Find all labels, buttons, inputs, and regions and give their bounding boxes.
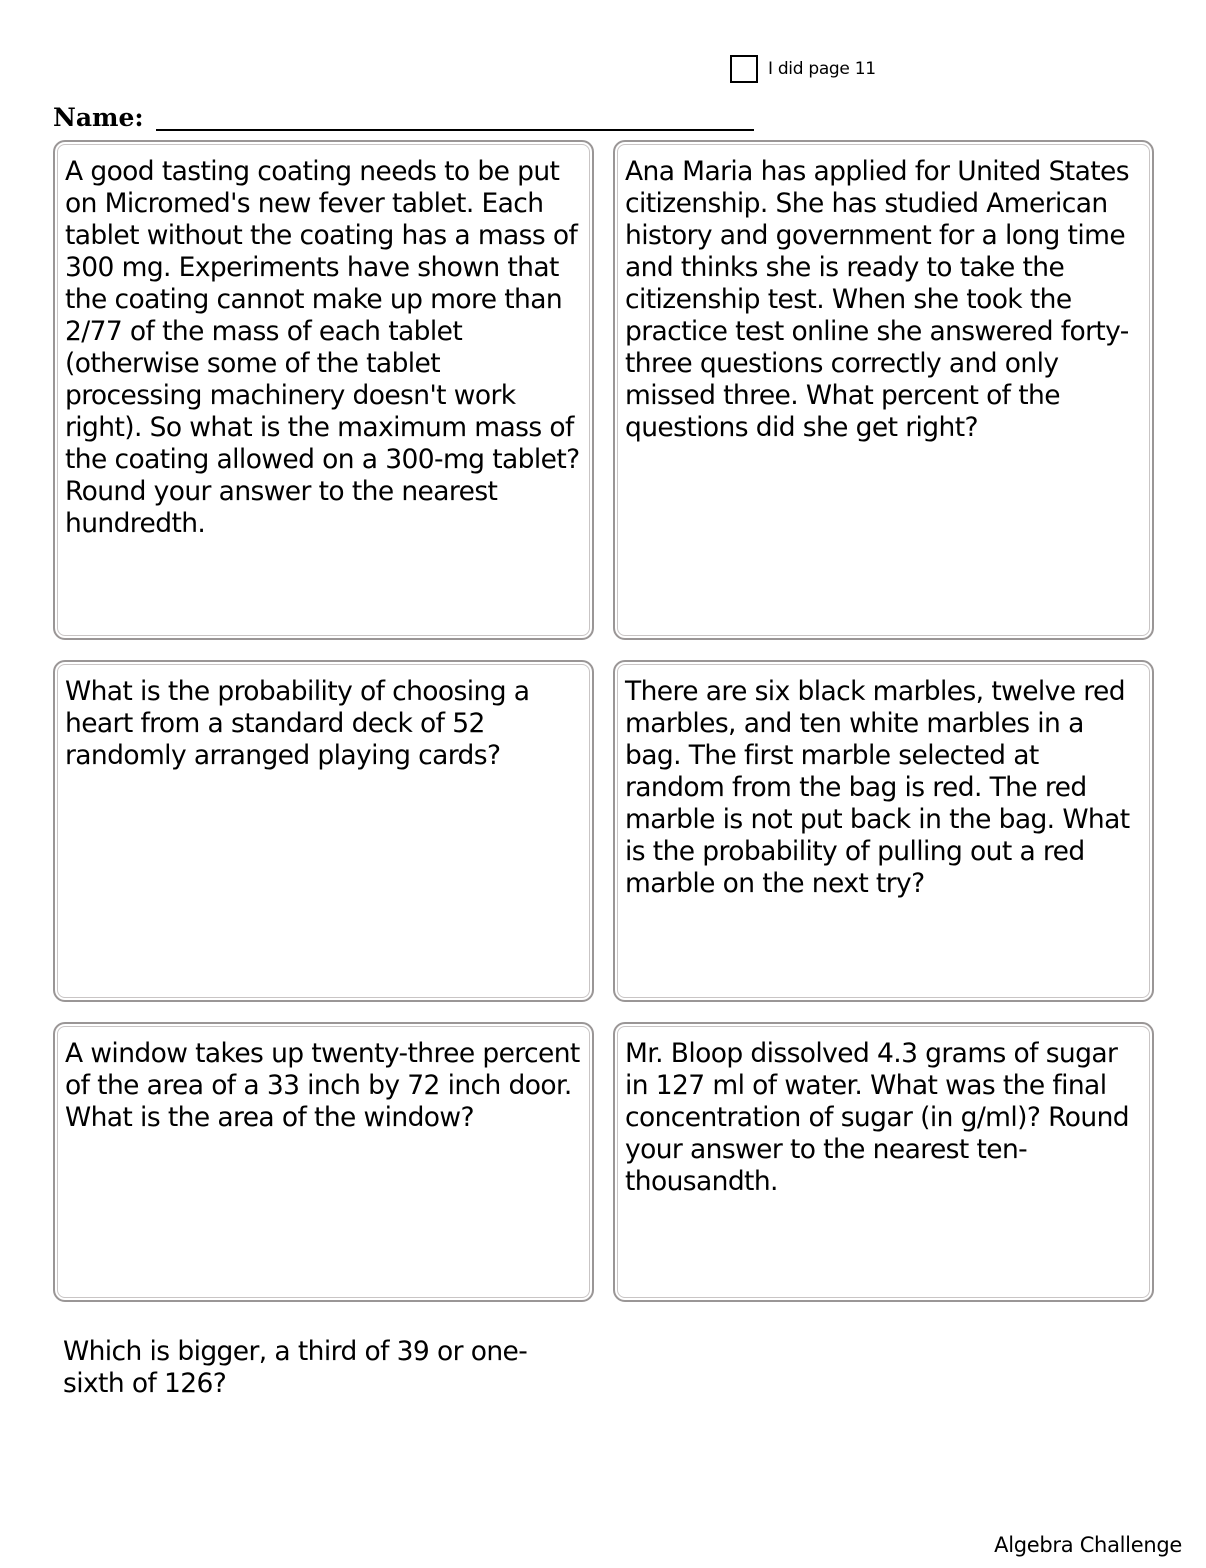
name-label: Name: bbox=[53, 103, 144, 132]
problem-text-7: Which is bigger, a third of 39 or one-sixth of 126? bbox=[63, 1336, 528, 1399]
completion-checkbox-label: I did page 11 bbox=[768, 59, 876, 79]
problem-card-2 bbox=[613, 140, 1154, 640]
name-input-line[interactable] bbox=[156, 129, 754, 131]
problem-text-4: There are six black marbles, twelve red marbles, and ten white marbles in a bag. The first marble selected at random from the bag is red. The red marble is not put back in the bag. What is the probability of pulling out a red marble on the next try? bbox=[625, 676, 1130, 899]
problem-text-5: A window takes up twenty-three percent of the area of a 33 inch by 72 inch door. What is the area of the window? bbox=[65, 1038, 580, 1133]
problem-card-4 bbox=[613, 660, 1154, 1002]
problem-card-5 bbox=[53, 1022, 594, 1302]
problem-7 bbox=[63, 1336, 543, 1400]
problem-card-6 bbox=[613, 1022, 1154, 1302]
problem-text-2: Ana Maria has applied for United States citizenship. She has studied American history and government for a long time and thinks she is ready to take the citizenship test. When she took the practice test online she answered forty-three questions correctly and only missed three. What percent of the questions did she get right? bbox=[625, 156, 1129, 443]
completion-checkbox[interactable] bbox=[730, 55, 758, 83]
completion-checkbox-row bbox=[730, 55, 876, 83]
name-row bbox=[53, 103, 754, 133]
problem-card-1 bbox=[53, 140, 594, 640]
problem-text-1: A good tasting coating needs to be put on Micromed's new fever tablet. Each tablet without the coating has a mass of 300 mg. Experiments have shown that the coating cannot make up more than 2/77 of the mass of each tablet (otherwise some of the tablet processing machinery doesn't work right). So what is the maximum mass of the coating allowed on a 300-mg tablet? Round your answer to the nearest hundredth. bbox=[65, 156, 580, 539]
problem-card-3 bbox=[53, 660, 594, 1002]
problem-text-3: What is the probability of choosing a heart from a standard deck of 52 randomly arranged playing cards? bbox=[65, 676, 530, 771]
problem-text-6: Mr. Bloop dissolved 4.3 grams of sugar in 127 ml of water. What was the final concentration of sugar (in g/ml)? Round your answer to the nearest ten-thousandth. bbox=[625, 1038, 1130, 1197]
footer-title: Algebra Challenge bbox=[994, 1533, 1182, 1557]
